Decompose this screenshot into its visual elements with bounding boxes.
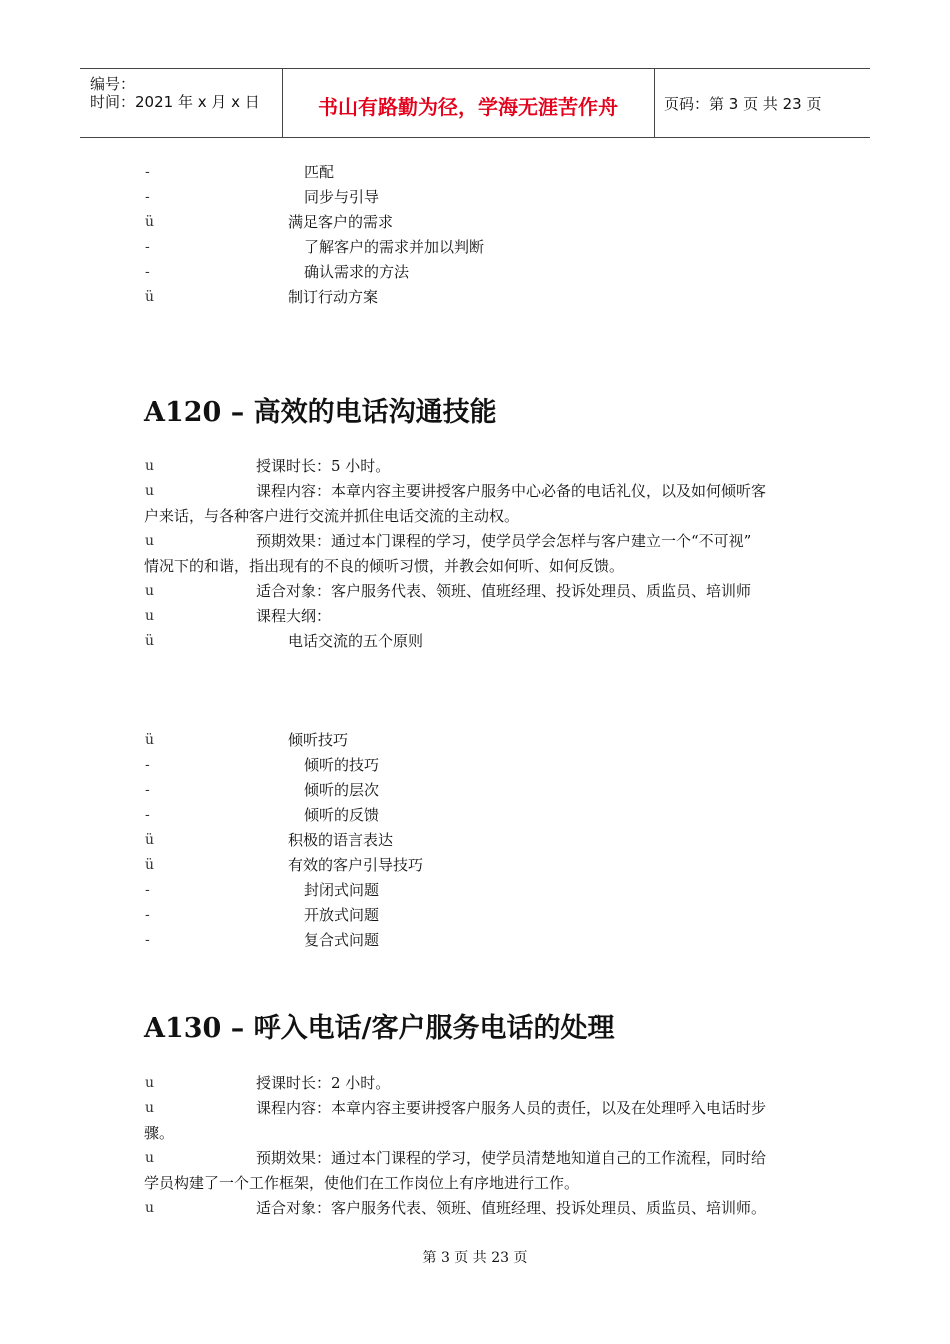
outline-item: 开放式问题 (304, 906, 380, 924)
outline-marker: - (145, 907, 150, 923)
info-line: 预期效果：通过本门课程的学习，使学员清楚地知道自己的工作流程，同时给 (256, 1149, 767, 1167)
info-marker: u (145, 1075, 155, 1091)
info-line: 预期效果：通过本门课程的学习，使学员学会怎样与客户建立一个“不可视” (256, 532, 752, 550)
outline-item: 封闭式问题 (304, 881, 380, 899)
document-header (80, 68, 870, 138)
list-item: 同步与引导 (304, 188, 380, 206)
list-item: 制订行动方案 (288, 288, 379, 306)
header-page-label: 页码：第 3 页 共 23 页 (664, 95, 822, 113)
info-marker: u (145, 1100, 155, 1116)
outline-item: 积极的语言表达 (288, 831, 394, 849)
info-line: 课程大纲： (256, 607, 332, 625)
outline-marker: ü (145, 732, 155, 748)
outline-item: 倾听的层次 (304, 781, 380, 799)
header-number-label: 编号： (90, 75, 136, 93)
list-marker: - (145, 189, 150, 205)
outline-item: 电话交流的五个原则 (288, 632, 424, 650)
header-page-cell (654, 69, 870, 137)
info-line-continued: 学员构建了一个工作框架，使他们在工作岗位上有序地进行工作。 (144, 1174, 580, 1192)
outline-item: 复合式问题 (304, 931, 380, 949)
list-marker: - (145, 164, 150, 180)
info-line-continued: 骤。 (144, 1124, 175, 1142)
list-item: 满足客户的需求 (288, 213, 394, 231)
info-marker: u (145, 458, 155, 474)
section-heading-a120: A120 – 高效的电话沟通技能 (144, 397, 497, 428)
outline-marker: ü (145, 832, 155, 848)
outline-marker: - (145, 782, 150, 798)
info-line: 课程内容：本章内容主要讲授客户服务人员的责任，以及在处理呼入电话时步 (256, 1099, 767, 1117)
header-motto: 书山有路勤为径，学海无涯苦作舟 (318, 95, 618, 119)
info-marker: u (145, 1200, 155, 1216)
info-line: 适合对象：客户服务代表、领班、值班经理、投诉处理员、质监员、培训师 (256, 582, 752, 600)
section-heading-a130: A130 – 呼入电话/客户服务电话的处理 (144, 1013, 615, 1044)
info-marker: u (145, 533, 155, 549)
outline-marker: ü (145, 857, 155, 873)
list-marker: - (145, 239, 150, 255)
list-item: 了解客户的需求并加以判断 (304, 238, 485, 256)
outline-marker: - (145, 882, 150, 898)
outline-item: 倾听的反馈 (304, 806, 380, 824)
info-line: 适合对象：客户服务代表、领班、值班经理、投诉处理员、质监员、培训师。 (256, 1199, 767, 1217)
outline-marker: ü (145, 633, 155, 649)
outline-item: 有效的客户引导技巧 (288, 856, 424, 874)
outline-item: 倾听的技巧 (304, 756, 380, 774)
outline-marker: - (145, 757, 150, 773)
outline-marker: - (145, 807, 150, 823)
info-line: 授课时长：2 小时。 (256, 1074, 391, 1092)
list-item: 匹配 (304, 163, 335, 181)
outline-item: 倾听技巧 (288, 731, 349, 749)
list-marker: ü (145, 289, 155, 305)
outline-marker: - (145, 932, 150, 948)
page-footer: 第 3 页 共 23 页 (422, 1250, 528, 1266)
header-motto-cell (282, 69, 655, 137)
info-marker: u (145, 1150, 155, 1166)
header-meta-cell (80, 69, 283, 137)
info-line-continued: 户来话，与各种客户进行交流并抓住电话交流的主动权。 (144, 507, 520, 525)
info-marker: u (145, 583, 155, 599)
info-line-continued: 情况下的和谐，指出现有的不良的倾听习惯，并教会如何听、如何反馈。 (144, 557, 625, 575)
header-time-label: 时间：2021 年 x 月 x 日 (90, 93, 260, 111)
info-line: 课程内容：本章内容主要讲授客户服务中心必备的电话礼仪，以及如何倾听客 (256, 482, 767, 500)
info-marker: u (145, 608, 155, 624)
list-marker: ü (145, 214, 155, 230)
info-line: 授课时长：5 小时。 (256, 457, 391, 475)
list-item: 确认需求的方法 (304, 263, 410, 281)
list-marker: - (145, 264, 150, 280)
info-marker: u (145, 483, 155, 499)
